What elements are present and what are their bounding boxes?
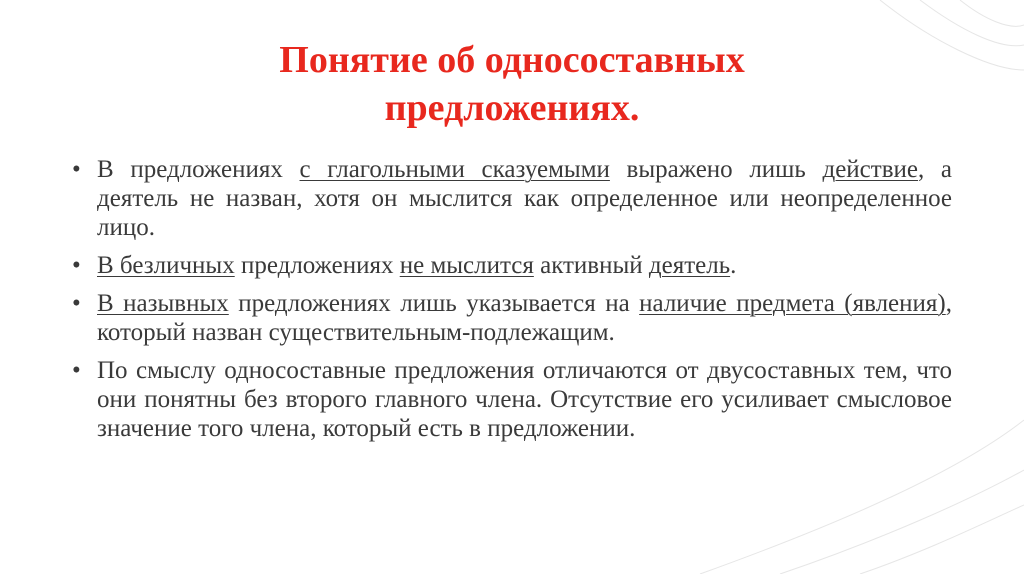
underlined-term: В назывных [97,290,229,317]
decoration-curve-bottom-3 [860,505,1024,574]
underlined-term: наличие предмета (явления) [639,290,946,317]
text-part: предложениях лишь указывается на [228,290,640,317]
bullet-item-2 [72,251,952,280]
text-part: , который назван существительным-подлежащим. [97,290,952,346]
bullet-item-4 [72,356,952,443]
text-part: По смыслу односоставные предложения отличаются от двусоставных тем, что они понятны без второго главного члена. Отсутствие его усиливает смысловое значение того члена, который есть в предложении. [97,357,952,442]
decoration-curve-top-3 [960,0,1024,26]
bullet-list [72,155,952,452]
underlined-term: с глагольными сказуемыми [299,156,610,183]
title-line-2: предложениях. [384,87,640,129]
bullet-item-3 [72,289,952,347]
text-part: выражено лишь [609,156,823,183]
decoration-curve-top-2 [920,0,1024,46]
text-part: В предложениях [97,156,300,183]
underlined-term: В безличных [97,252,235,279]
slide-title [150,36,874,132]
underlined-term: деятель [648,252,731,279]
bullet-item-1 [72,155,952,242]
text-part: , а деятель не назван, хотя он мыслится как определенное или неопределенное лицо. [97,156,952,241]
decoration-curve-top-1 [880,0,1024,70]
underlined-term: действие [822,156,918,183]
bullet-marker: • [72,357,81,384]
underlined-term: не мыслится [399,252,534,279]
text-part: . [730,252,737,279]
text-part: предложениях [234,252,400,279]
decoration-curve-bottom-2 [780,470,1024,574]
bullet-marker: • [72,252,81,279]
text-part: активный [533,252,649,279]
bullet-marker: • [72,290,81,317]
bullet-marker: • [72,156,81,183]
title-line-1: Понятие об односоставных [279,39,745,81]
